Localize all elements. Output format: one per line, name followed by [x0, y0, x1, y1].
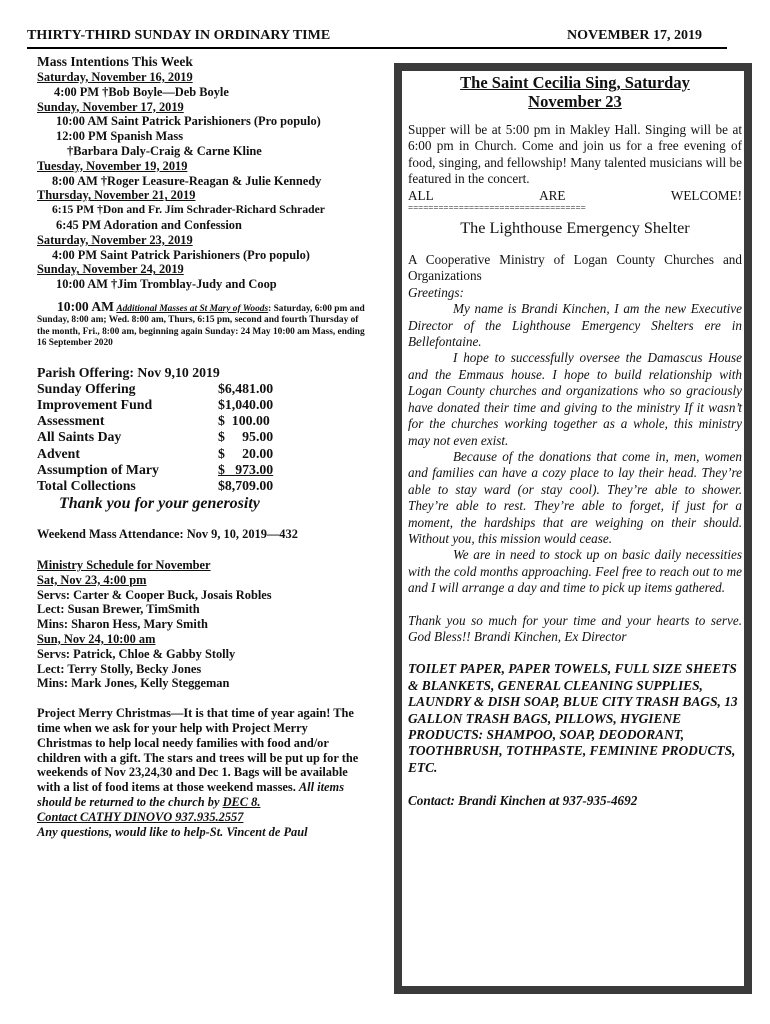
header-title: THIRTY-THIRD SUNDAY IN ORDINARY TIME: [27, 28, 331, 43]
mass-day: Saturday, November 16, 2019: [37, 70, 193, 84]
offering-section: [37, 365, 367, 515]
ministry-schedule: [37, 558, 367, 691]
mass-attendance: Weekend Mass Attendance: Nov 9, 10, 2019—432: [37, 527, 298, 542]
ministry-date: Sun, Nov 24, 10:00 am: [37, 631, 156, 646]
all-are-welcome: ALL ARE WELCOME!: [408, 187, 742, 203]
offering-total-row: Total Collections $8,709.00: [37, 478, 274, 493]
ministry-ministers: Mins: Sharon Hess, Mary Smith: [37, 617, 208, 632]
merry-christmas-notice: Project Merry Christmas—It is that time of year again! The time when we ask for your help with Project Merry Christmas to help local needy families with food and/or children with a gift. The stars and trees will be put up for the weekends of Nov 23,24,30 and Dec 1. Bags will be available with a list of food items at those weekend masses. All items should be returned to the church by DEC 8. Contact CATHY DINOVO 937.935.2557 Any questions, would like to help-St. Vincent de Paul: [37, 706, 362, 839]
offering-thanks: Thank you for your generosity: [59, 495, 260, 513]
shelter-title: The Lighthouse Emergency Shelter: [460, 219, 690, 238]
shelter-contact: Contact: Brandi Kinchen at 937-935-4692: [408, 793, 638, 809]
mass-entry: 10:00 AM †Jim Tromblay-Judy and Coop: [56, 277, 277, 292]
page-header: [27, 28, 727, 48]
ministry-lectors: Lect: Susan Brewer, TimSmith: [37, 602, 200, 617]
right-column: [408, 73, 742, 810]
mass-day: Saturday, November 23, 2019: [37, 232, 193, 247]
mass-entry: 12:00 PM Spanish Mass: [56, 129, 184, 144]
ministry-servers: Servs: Patrick, Chloe & Gabby Stolly: [37, 646, 236, 661]
mass-entry: 6:45 PM Adoration and Confession: [56, 217, 242, 232]
cecilia-body: Supper will be at 5:00 pm in Makley Hall. Singing will be at 6:00 pm in Church. Come and join us for a free evening of food, singing, and fellowship! Many talented musicians will be featured in the concert.: [408, 122, 742, 187]
offering-row: Advent $ 20.00: [37, 445, 274, 461]
ministry-date: Sat, Nov 23, 4:00 pm: [37, 572, 147, 587]
header-rule: [27, 47, 727, 49]
offering-row: Improvement Fund $1,040.00: [37, 396, 274, 412]
ministry-title: Ministry Schedule for November: [37, 558, 211, 572]
offering-row: All Saints Day $ 95.00: [37, 429, 274, 445]
mass-entry: 4:00 PM †Bob Boyle—Deb Boyle: [54, 84, 229, 99]
offering-row: Assessment $ 100.00: [37, 413, 270, 429]
mass-day: Tuesday, November 19, 2019: [37, 158, 188, 173]
mass-intentions-title: Mass Intentions This Week: [37, 54, 193, 69]
woods-masses: [37, 298, 367, 350]
mass-entry: 4:00 PM Saint Patrick Parishioners (Pro populo): [52, 247, 310, 262]
mass-entry: 10:00 AM Saint Patrick Parishioners (Pro populo): [56, 114, 321, 129]
separator-line: ===================================: [408, 204, 586, 213]
ministry-ministers: Mins: Mark Jones, Kelly Steggeman: [37, 676, 230, 691]
ministry-lectors: Lect: Terry Stolly, Becky Jones: [37, 661, 202, 676]
shelter-letter: Greetings: My name is Brandi Kinchen, I am the new Executive Director of the Lighthouse Emergency Shelters ere in Bellefontaine. I hope to successfully oversee the Damascus House and the Emmaus house. I hope to build relationship with Logan County churches and organizations who so graciously have donated their time and giving to the ministry If it wasn’t for the churches working together as a whole, this ministry may not even exist. Because of the donations that come in, men, women and families can have a cozy place to lay their head. They’re able to stay ward (or stay cool). They’re able to shower. They’re able to rest. They’re able to forget, if just for a moment, the hardships that are weighing on their should. Without you, this mission would cease. We are in need to stock up on basic daily necessities with the cold months approaching. Feel free to reach out to me and I will arrange a day and time to pick up items gathered. Thank you so much for your time and your hearts to serve. God Bless!! Brandi Kinchen, Ex Director: [408, 284, 742, 644]
needed-items-list: TOILET PAPER, PAPER TOWELS, FULL SIZE SHEETS & BLANKETS, GENERAL CLEANING SUPPLIES, LAUNDRY & DISH SOAP, BLUE CITY TRASH BAGS, 13 GALLON TRASH BAGS, PILLOWS, HYGIENE PRODUCTS: SHAMPOO, SOAP, DEODORANT, TOOTHBRUSH, TOTHPASTE, FEMININE PRODUCTS, ETC.: [408, 661, 738, 775]
mass-entry: 8:00 AM †Roger Leasure-Reagan & Julie Kennedy: [52, 173, 322, 188]
mass-day: Sunday, November 24, 2019: [37, 262, 184, 277]
header-date: NOVEMBER 17, 2019: [567, 28, 702, 43]
mass-day: Thursday, November 21, 2019: [37, 188, 196, 203]
cecilia-title: The Saint Cecilia Sing, Saturday November 23: [460, 73, 690, 111]
left-column: [37, 54, 367, 839]
vincent-de-paul-note: Any questions, would like to help-St. Vincent de Paul: [37, 824, 308, 839]
mass-entry: 6:15 PM †Don and Fr. Jim Schrader-Richard Schrader: [52, 203, 325, 217]
shelter-intro: A Cooperative Ministry of Logan County Churches and Organizations: [408, 252, 742, 284]
offering-title: Parish Offering: Nov 9,10 2019: [37, 364, 220, 380]
offering-row: Sunday Offering $6,481.00: [37, 380, 274, 396]
woods-time: 10:00 AM: [57, 298, 115, 314]
mass-day: Sunday, November 17, 2019: [37, 99, 184, 114]
mass-entry: †Barbara Daly-Craig & Carne Kline: [67, 143, 262, 158]
woods-text: : Saturday, 6:00 pm and Sunday, 8:00 am; Wed. 8:00 am, Thurs, 6:15 pm, second and fourth Thursday of the month, Fri., 8:00 am, beginning again Sunday: 24 May 10:00 am Mass, ending 16 September 2020: [37, 303, 365, 349]
christmas-contact: Contact CATHY DINOVO 937.935.2557: [37, 809, 244, 824]
mass-intentions-list: [37, 70, 367, 292]
woods-link: Additional Masses at St Mary of Woods: [116, 303, 269, 314]
ministry-servers: Servs: Carter & Cooper Buck, Josais Robles: [37, 587, 272, 602]
offering-row: Assumption of Mary $ 973.00: [37, 461, 274, 477]
